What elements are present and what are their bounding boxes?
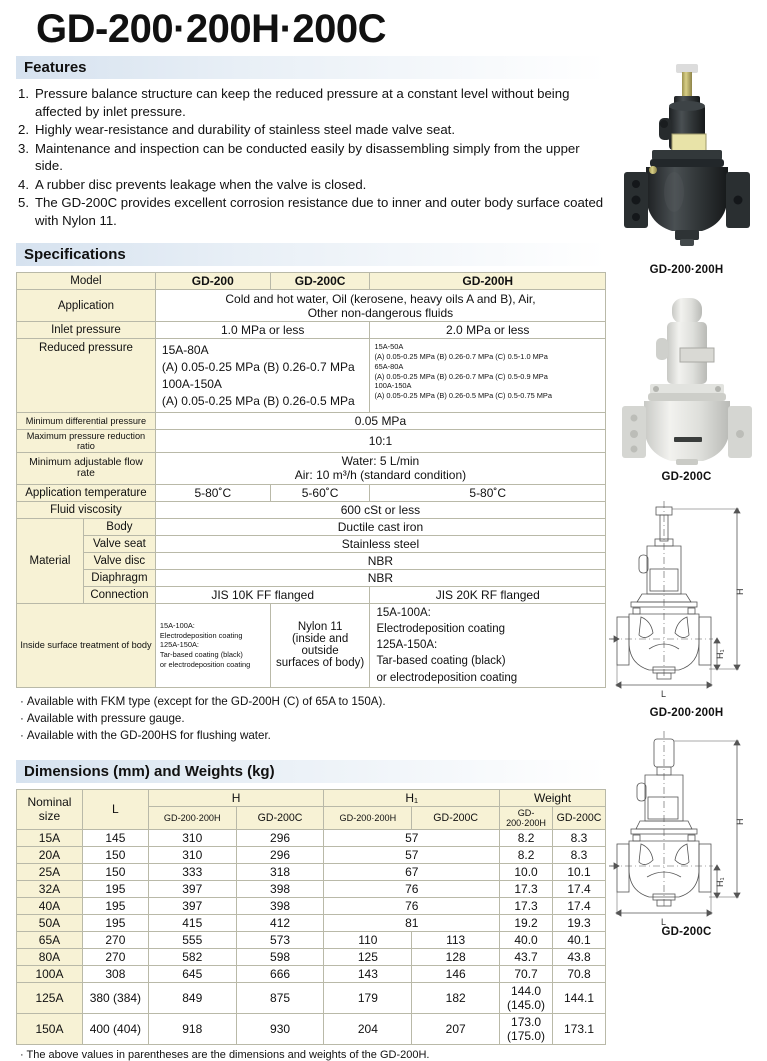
min-flow-line2: Air: 10 m³/h (standard condition) (294, 468, 467, 482)
is-gd200-line: or electrodeposition coating (159, 659, 251, 669)
application-value (155, 290, 605, 322)
feature-number: 3. (18, 140, 29, 156)
list-item (18, 121, 606, 139)
is-gd200-line: Tar-based coating (black) (159, 650, 243, 660)
cell-weight-gd200-200h: 8.2 (500, 829, 553, 846)
cell-h1-gd200c: 113 (412, 931, 500, 948)
drawing-2-block (606, 725, 767, 938)
application-line1: Cold and hot water, Oil (kerosene, heavy oils A and B), Air, (225, 291, 536, 306)
cell-weight-gd200c: 40.1 (553, 931, 606, 948)
material-connection-left: JIS 10K FF flanged (155, 586, 370, 603)
fluid-viscosity-value: 600 cSt or less (155, 501, 605, 518)
table-row-material-diaphragm (17, 569, 606, 586)
left-column (16, 0, 606, 1061)
inside-surface-gd200c (270, 603, 370, 688)
cell-h1-gd200-200h: 125 (324, 948, 412, 965)
inside-surface-gd200h (370, 603, 606, 688)
feature-text: Highly wear-resistance and durability of stainless steel made valve seat. (35, 122, 456, 138)
list-item (18, 85, 606, 120)
rp-left-line: 15A-80A (161, 343, 209, 358)
table-row-material-valve-disc (17, 552, 606, 569)
list-item (18, 176, 606, 194)
list-item (18, 194, 606, 229)
valve-dimension-drawing-icon (609, 499, 764, 709)
cell-h-gd200c: 318 (236, 863, 324, 880)
reduced-pressure-label: Reduced pressure (17, 339, 156, 412)
right-column (606, 0, 767, 938)
inside-surface-label: Inside surface treatment of body (17, 603, 156, 688)
table-row-material-connection (17, 586, 606, 603)
cell-l: 400 (404) (82, 1013, 148, 1044)
inlet-pressure-right: 2.0 MPa or less (370, 322, 606, 339)
rp-right-line: 65A-80A (374, 361, 404, 371)
header-weight-gd200-200h: GD-200·200H (500, 806, 553, 829)
model-label: Model (17, 273, 156, 290)
note-text: Available with the GD-200HS for flushing water. (26, 729, 271, 743)
material-valve-seat-label: Valve seat (83, 535, 155, 552)
dim-label-h: H (735, 818, 745, 825)
fluid-viscosity-label: Fluid viscosity (17, 501, 156, 518)
cell-nominal-size: 20A (17, 846, 83, 863)
table-row (17, 880, 606, 897)
table-row-material-body (17, 518, 606, 535)
cell-h-gd200-200h: 645 (148, 965, 236, 982)
cell-weight-gd200-200h: 10.0 (500, 863, 553, 880)
bullet-marker: · (20, 712, 24, 726)
table-row (17, 1013, 606, 1044)
min-flow-rate-value (155, 452, 605, 484)
cell-l: 195 (82, 897, 148, 914)
table-row-min-flow-rate (17, 452, 606, 484)
app-temp-gd200c: 5-60˚C (270, 484, 370, 501)
model-gd200c: GD-200C (270, 273, 370, 290)
cell-h-gd200c: 573 (236, 931, 324, 948)
cell-weight-gd200-200h: 40.0 (500, 931, 553, 948)
table-row (17, 965, 606, 982)
cell-h-gd200-200h: 582 (148, 948, 236, 965)
table-row (17, 931, 606, 948)
is-gd200c-line1: Nylon 11 (297, 621, 343, 634)
table-row-reduced-pressure (17, 339, 606, 412)
reduced-pressure-left (155, 339, 370, 412)
inlet-pressure-label: Inlet pressure (17, 322, 156, 339)
cell-nominal-size: 100A (17, 965, 83, 982)
table-row-app-temperature (17, 484, 606, 501)
feature-number: 5. (18, 195, 29, 211)
is-gd200h-line: or electrodeposition coating (376, 671, 518, 684)
specifications-table (16, 272, 606, 688)
max-reduction-ratio-value: 10:1 (155, 429, 605, 452)
table-row-min-diff-pressure (17, 412, 606, 429)
cell-nominal-size: 125A (17, 982, 83, 1013)
valve-photo-dark-icon (612, 62, 762, 262)
cell-weight-gd200c: 8.3 (553, 846, 606, 863)
cell-h-gd200-200h: 397 (148, 897, 236, 914)
cell-nominal-size: 25A (17, 863, 83, 880)
drawing1-caption: GD-200·200H (649, 707, 724, 719)
material-diaphragm-value: NBR (155, 569, 605, 586)
table-row (17, 914, 606, 931)
dimensions-body (17, 829, 606, 1044)
is-gd200h-line: Tar-based coating (black) (376, 655, 506, 668)
cell-nominal-size: 50A (17, 914, 83, 931)
is-gd200c-line2: (inside and outside (291, 633, 349, 658)
material-valve-disc-label: Valve disc (83, 552, 155, 569)
cell-h1-gd200c: 146 (412, 965, 500, 982)
cell-h-gd200-200h: 397 (148, 880, 236, 897)
min-diff-pressure-value: 0.05 MPa (155, 412, 605, 429)
feature-number: 1. (18, 86, 29, 101)
product-photo-1-block (606, 62, 767, 276)
cell-h1-merged: 81 (324, 914, 500, 931)
app-temp-gd200: 5-80˚C (155, 484, 270, 501)
specifications-heading: Specifications (16, 243, 606, 266)
cell-weight-gd200c: 70.8 (553, 965, 606, 982)
cell-h-gd200-200h: 310 (148, 846, 236, 863)
note-item (20, 727, 606, 744)
cell-l: 380 (384) (82, 982, 148, 1013)
cell-h1-gd200-200h: 204 (324, 1013, 412, 1044)
table-row (17, 829, 606, 846)
min-diff-pressure-label: Minimum differential pressure (17, 412, 156, 429)
is-gd200h-line: 125A-150A: (376, 639, 438, 652)
cell-l: 150 (82, 863, 148, 880)
application-label: Application (17, 290, 156, 322)
application-line2: Other non-dangerous fluids (307, 305, 454, 320)
cell-nominal-size: 150A (17, 1013, 83, 1044)
drawing-2 (606, 725, 767, 930)
cell-h-gd200c: 296 (236, 829, 324, 846)
product-photo-1 (606, 62, 767, 262)
cell-weight-gd200-200h: 173.0 (175.0) (500, 1013, 553, 1044)
cell-weight-gd200-200h: 17.3 (500, 897, 553, 914)
rp-left-line: (A) 0.05-0.25 MPa (B) 0.26-0.5 MPa (161, 394, 355, 409)
cell-l: 145 (82, 829, 148, 846)
min-flow-rate-label: Minimum adjustable flow rate (17, 452, 156, 484)
material-body-value: Ductile cast iron (155, 518, 605, 535)
model-gd200h: GD-200H (370, 273, 606, 290)
material-valve-seat-value: Stainless steel (155, 535, 605, 552)
valve-photo-light-icon (612, 294, 762, 469)
note-item (20, 710, 606, 727)
rp-right-line: (A) 0.05-0.25 MPa (B) 0.26-0.5 MPa (C) 0.5-0.75 MPa (374, 391, 552, 401)
dimensions-heading: Dimensions (mm) and Weights (kg) (16, 760, 606, 783)
cell-weight-gd200-200h: 17.3 (500, 880, 553, 897)
is-gd200-line: 125A-150A: (159, 640, 199, 650)
cell-l: 270 (82, 931, 148, 948)
is-gd200c-line3: surfaces of body) (275, 657, 365, 670)
dim-label-h: H (735, 588, 745, 595)
cell-l: 150 (82, 846, 148, 863)
material-connection-right: JIS 20K RF flanged (370, 586, 606, 603)
cell-l: 195 (82, 914, 148, 931)
cell-h-gd200c: 398 (236, 880, 324, 897)
drawing-1-block (606, 499, 767, 719)
cell-weight-gd200-200h: 43.7 (500, 948, 553, 965)
rp-right-line: 15A-50A (374, 342, 404, 352)
table-row (17, 897, 606, 914)
dim-label-h1: H₁ (715, 649, 725, 659)
drawing2-caption: GD-200C (661, 926, 712, 938)
cell-h1-merged: 57 (324, 829, 500, 846)
material-label: Material (17, 518, 84, 603)
cell-h1-merged: 67 (324, 863, 500, 880)
cell-weight-gd200c: 173.1 (553, 1013, 606, 1044)
cell-h1-gd200-200h: 179 (324, 982, 412, 1013)
material-body-label: Body (83, 518, 155, 535)
note-item (20, 693, 606, 710)
rp-right-line: (A) 0.05-0.25 MPa (B) 0.26-0.7 MPa (C) 0.5-1.0 MPa (374, 352, 548, 362)
max-reduction-ratio-label: Maximum pressure reduction ratio (17, 429, 156, 452)
rp-left-line: 100A-150A (161, 377, 222, 392)
table-row-application (17, 290, 606, 322)
cell-h-gd200-200h: 849 (148, 982, 236, 1013)
app-temperature-label: Application temperature (17, 484, 156, 501)
cell-h1-merged: 76 (324, 880, 500, 897)
material-diaphragm-label: Diaphragm (83, 569, 155, 586)
feature-text: Maintenance and inspection can be conducted easily by disassembling simply from the upper side. (35, 140, 580, 174)
nominal-size-line2: size (38, 809, 61, 824)
material-valve-disc-value: NBR (155, 552, 605, 569)
cell-l: 270 (82, 948, 148, 965)
note-text: Available with pressure gauge. (26, 712, 185, 726)
photo1-caption: GD-200·200H (649, 264, 724, 276)
header-h-gd200c: GD-200C (236, 806, 324, 829)
cell-weight-gd200c: 17.4 (553, 897, 606, 914)
material-connection-label: Connection (83, 586, 155, 603)
table-row-model (17, 273, 606, 290)
rp-left-line: (A) 0.05-0.25 MPa (B) 0.26-0.7 MPa (161, 360, 355, 375)
features-list (18, 85, 606, 229)
table-row-inside-surface (17, 603, 606, 688)
cell-h-gd200c: 296 (236, 846, 324, 863)
cell-h-gd200-200h: 333 (148, 863, 236, 880)
cell-h1-merged: 76 (324, 897, 500, 914)
cell-h-gd200c: 598 (236, 948, 324, 965)
features-heading: Features (16, 56, 606, 79)
dimensions-header-row-1 (17, 789, 606, 806)
dimensions-footnote (20, 1049, 606, 1061)
header-weight: Weight (500, 789, 606, 806)
nominal-size-line1: Nominal (27, 795, 72, 810)
dim-label-h1: H₁ (715, 877, 725, 887)
cell-h1-merged: 57 (324, 846, 500, 863)
header-h1: H₁ (324, 789, 500, 806)
table-row-inlet-pressure (17, 322, 606, 339)
rp-right-line: 100A-150A (374, 381, 412, 391)
cell-weight-gd200-200h: 8.2 (500, 846, 553, 863)
footnote-text: The above values in parentheses are the dimensions and weights of the GD-200H. (26, 1048, 430, 1061)
cell-nominal-size: 40A (17, 897, 83, 914)
app-temp-gd200h: 5-80˚C (370, 484, 606, 501)
cell-h-gd200c: 666 (236, 965, 324, 982)
cell-l: 308 (82, 965, 148, 982)
feature-text: A rubber disc prevents leakage when the valve is closed. (35, 176, 367, 192)
cell-weight-gd200c: 144.1 (553, 982, 606, 1013)
note-text: Available with FKM type (except for the GD-200H (C) of 65A to 150A). (26, 695, 386, 709)
model-gd200: GD-200 (155, 273, 270, 290)
cell-h1-gd200c: 128 (412, 948, 500, 965)
product-photo-2-block (606, 294, 767, 483)
cell-weight-gd200c: 43.8 (553, 948, 606, 965)
cell-h-gd200c: 930 (236, 1013, 324, 1044)
feature-number: 4. (18, 176, 29, 192)
feature-text: Pressure balance structure can keep the reduced pressure at a constant level without being affected by inlet pressure. (35, 86, 570, 119)
cell-weight-gd200-200h: 70.7 (500, 965, 553, 982)
dim-label-l: L (661, 917, 667, 927)
cell-weight-gd200c: 17.4 (553, 880, 606, 897)
cell-weight-gd200-200h: 19.2 (500, 914, 553, 931)
is-gd200h-line: 15A-100A: (376, 606, 431, 619)
feature-text: The GD-200C provides excellent corrosion resistance due to inner and outer body surface coated with Nylon 11. (35, 195, 604, 228)
table-row (17, 846, 606, 863)
header-h1-gd200c: GD-200C (412, 806, 500, 829)
product-photo-2 (606, 294, 767, 469)
dim-label-l: L (661, 689, 667, 699)
cell-h-gd200c: 412 (236, 914, 324, 931)
inlet-pressure-left: 1.0 MPa or less (155, 322, 370, 339)
cell-weight-gd200c: 8.3 (553, 829, 606, 846)
inside-surface-gd200 (155, 603, 270, 688)
min-flow-line1: Water: 5 L/min (341, 454, 420, 468)
photo2-caption: GD-200C (661, 471, 712, 483)
cell-weight-gd200-200h: 144.0 (145.0) (500, 982, 553, 1013)
list-item (18, 140, 606, 175)
header-nominal-size (17, 789, 83, 829)
header-h1-gd200-200h: GD-200·200H (324, 806, 412, 829)
table-row (17, 948, 606, 965)
cell-weight-gd200c: 19.3 (553, 914, 606, 931)
is-gd200-line: 15A-100A: (159, 620, 195, 630)
bullet-marker: · (20, 729, 24, 743)
cell-weight-gd200c: 10.1 (553, 863, 606, 880)
cell-h1-gd200c: 182 (412, 982, 500, 1013)
cell-h-gd200-200h: 555 (148, 931, 236, 948)
is-gd200-line: Electrodeposition coating (159, 630, 243, 640)
header-weight-gd200c: GD-200C (553, 806, 606, 829)
cell-l: 195 (82, 880, 148, 897)
table-row-material-valve-seat (17, 535, 606, 552)
cell-h1-gd200-200h: 143 (324, 965, 412, 982)
reduced-pressure-right (370, 339, 606, 412)
cell-h-gd200-200h: 918 (148, 1013, 236, 1044)
bullet-marker: · (20, 695, 24, 709)
table-row (17, 982, 606, 1013)
cell-nominal-size: 32A (17, 880, 83, 897)
drawing-1 (606, 499, 767, 709)
dimensions-table (16, 789, 606, 1045)
cell-nominal-size: 80A (17, 948, 83, 965)
table-row (17, 863, 606, 880)
cell-h-gd200c: 875 (236, 982, 324, 1013)
rp-right-line: (A) 0.05-0.25 MPa (B) 0.26-0.7 MPa (C) 0.5-0.9 MPa (374, 371, 548, 381)
cell-h-gd200-200h: 310 (148, 829, 236, 846)
cell-h-gd200c: 398 (236, 897, 324, 914)
cell-h-gd200-200h: 415 (148, 914, 236, 931)
cell-h1-gd200c: 207 (412, 1013, 500, 1044)
table-row-max-reduction-ratio (17, 429, 606, 452)
header-l: L (82, 789, 148, 829)
feature-number: 2. (18, 122, 29, 138)
cell-nominal-size: 65A (17, 931, 83, 948)
bullet-marker: · (20, 1048, 24, 1061)
specifications-notes (20, 693, 606, 744)
header-h: H (148, 789, 324, 806)
valve-dimension-drawing-c-icon (609, 725, 764, 930)
table-row-fluid-viscosity (17, 501, 606, 518)
cell-h1-gd200-200h: 110 (324, 931, 412, 948)
cell-nominal-size: 15A (17, 829, 83, 846)
page-title: GD-200·200H·200C (36, 7, 386, 51)
header-h-gd200-200h: GD-200·200H (148, 806, 236, 829)
is-gd200h-line: Electrodeposition coating (376, 622, 505, 635)
